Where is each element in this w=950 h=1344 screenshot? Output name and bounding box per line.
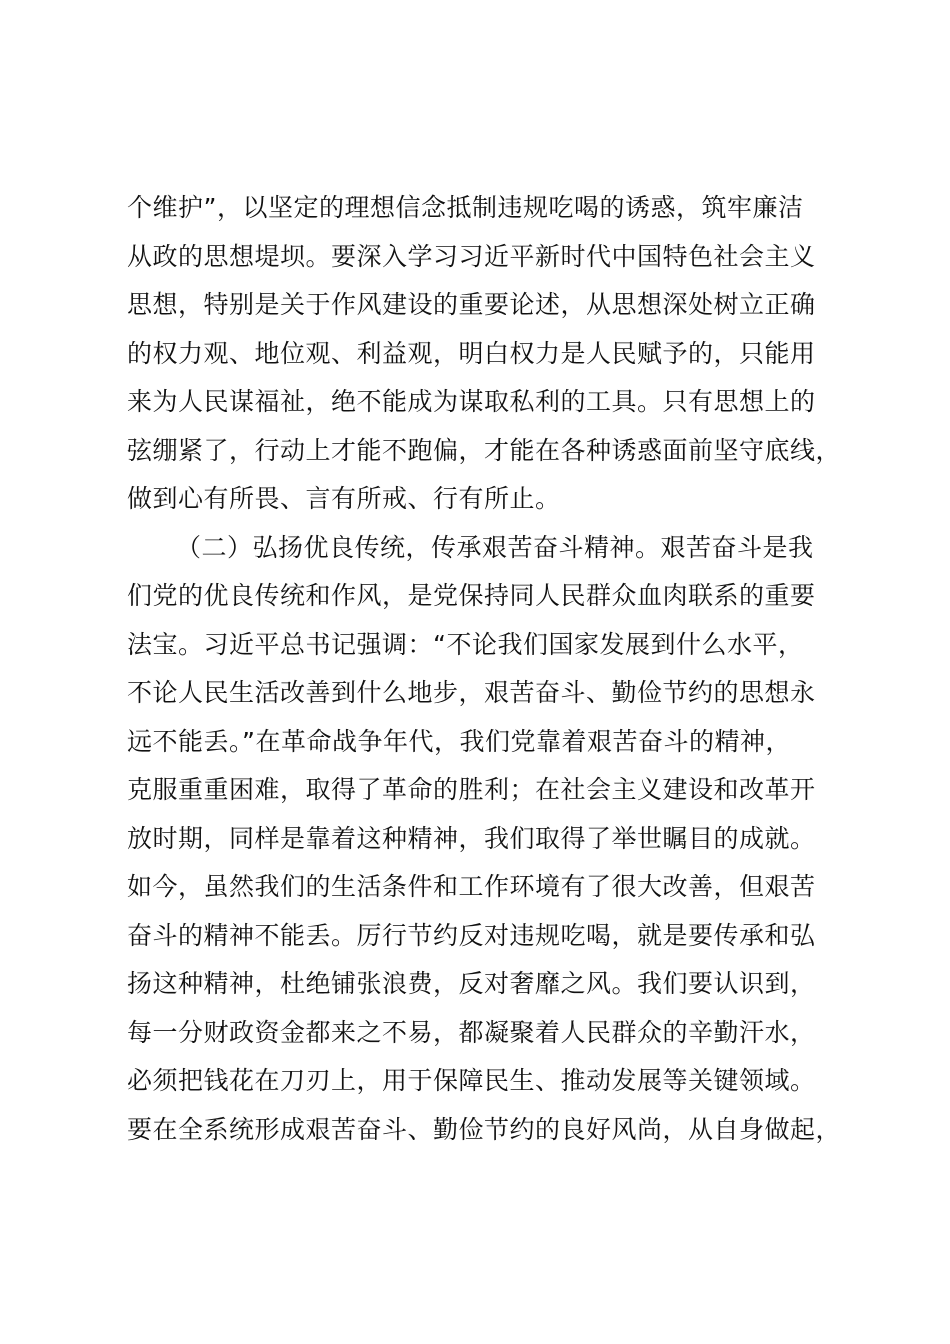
text-line: 克服重重困难，取得了革命的胜利；在社会主义建设和改革开 [127,775,816,804]
text-line: 思想，特别是关于作风建设的重要论述，从思想深处树立正确 [127,290,816,319]
text-line: 必须把钱花在刀刃上，用于保障民生、推动发展等关键领域。 [127,1066,816,1095]
text-line: 如今，虽然我们的生活条件和工作环境有了很大改善，但艰苦 [127,872,816,901]
text-line: 扬这种精神，杜绝铺张浪费，反对奢靡之风。我们要认识到， [127,969,816,998]
text-line: 奋斗的精神不能丢。厉行节约反对违规吃喝，就是要传承和弘 [127,920,816,950]
text-line: 弦绷紧了，行动上才能不跑偏，才能在各种诱惑面前坚守底线， [127,435,842,465]
text-line: 们党的优良传统和作风，是党保持同人民群众血肉联系的重要 [127,581,816,610]
section-heading-line: （二）弘扬优良传统，传承艰苦奋斗精神。艰苦奋斗是我 [176,532,814,562]
text-line: 法宝。习近平总书记强调：“不论我们国家发展到什么水平， [127,629,804,659]
text-line: 要在全系统形成艰苦奋斗、勤俭节约的良好风尚，从自身做起， [127,1114,842,1144]
body-text [127,184,867,1154]
text-line: 从政的思想堤坝。要深入学习习近平新时代中国特色社会主义 [127,241,816,271]
text-line: 个维护”，以坚定的理想信念抵制违规吃喝的诱惑，筑牢廉洁 [127,193,804,222]
text-line: 放时期，同样是靠着这种精神，我们取得了举世瞩目的成就。 [127,823,816,853]
text-line: 每一分财政资金都来之不易，都凝聚着人民群众的辛勤汗水， [127,1017,816,1047]
text-line: 来为人民谋福祉，绝不能成为谋取私利的工具。只有思想上的 [127,387,816,416]
text-line: 做到心有所畏、言有所戒、行有所止。 [127,484,561,513]
text-line: 远不能丢。”在革命战争年代，我们党靠着艰苦奋斗的精神， [127,726,791,756]
text-line: 不论人民生活改善到什么地步，艰苦奋斗、勤俭节约的思想永 [127,678,816,707]
text-line: 的权力观、地位观、利益观，明白权力是人民赋予的，只能用 [127,338,816,368]
